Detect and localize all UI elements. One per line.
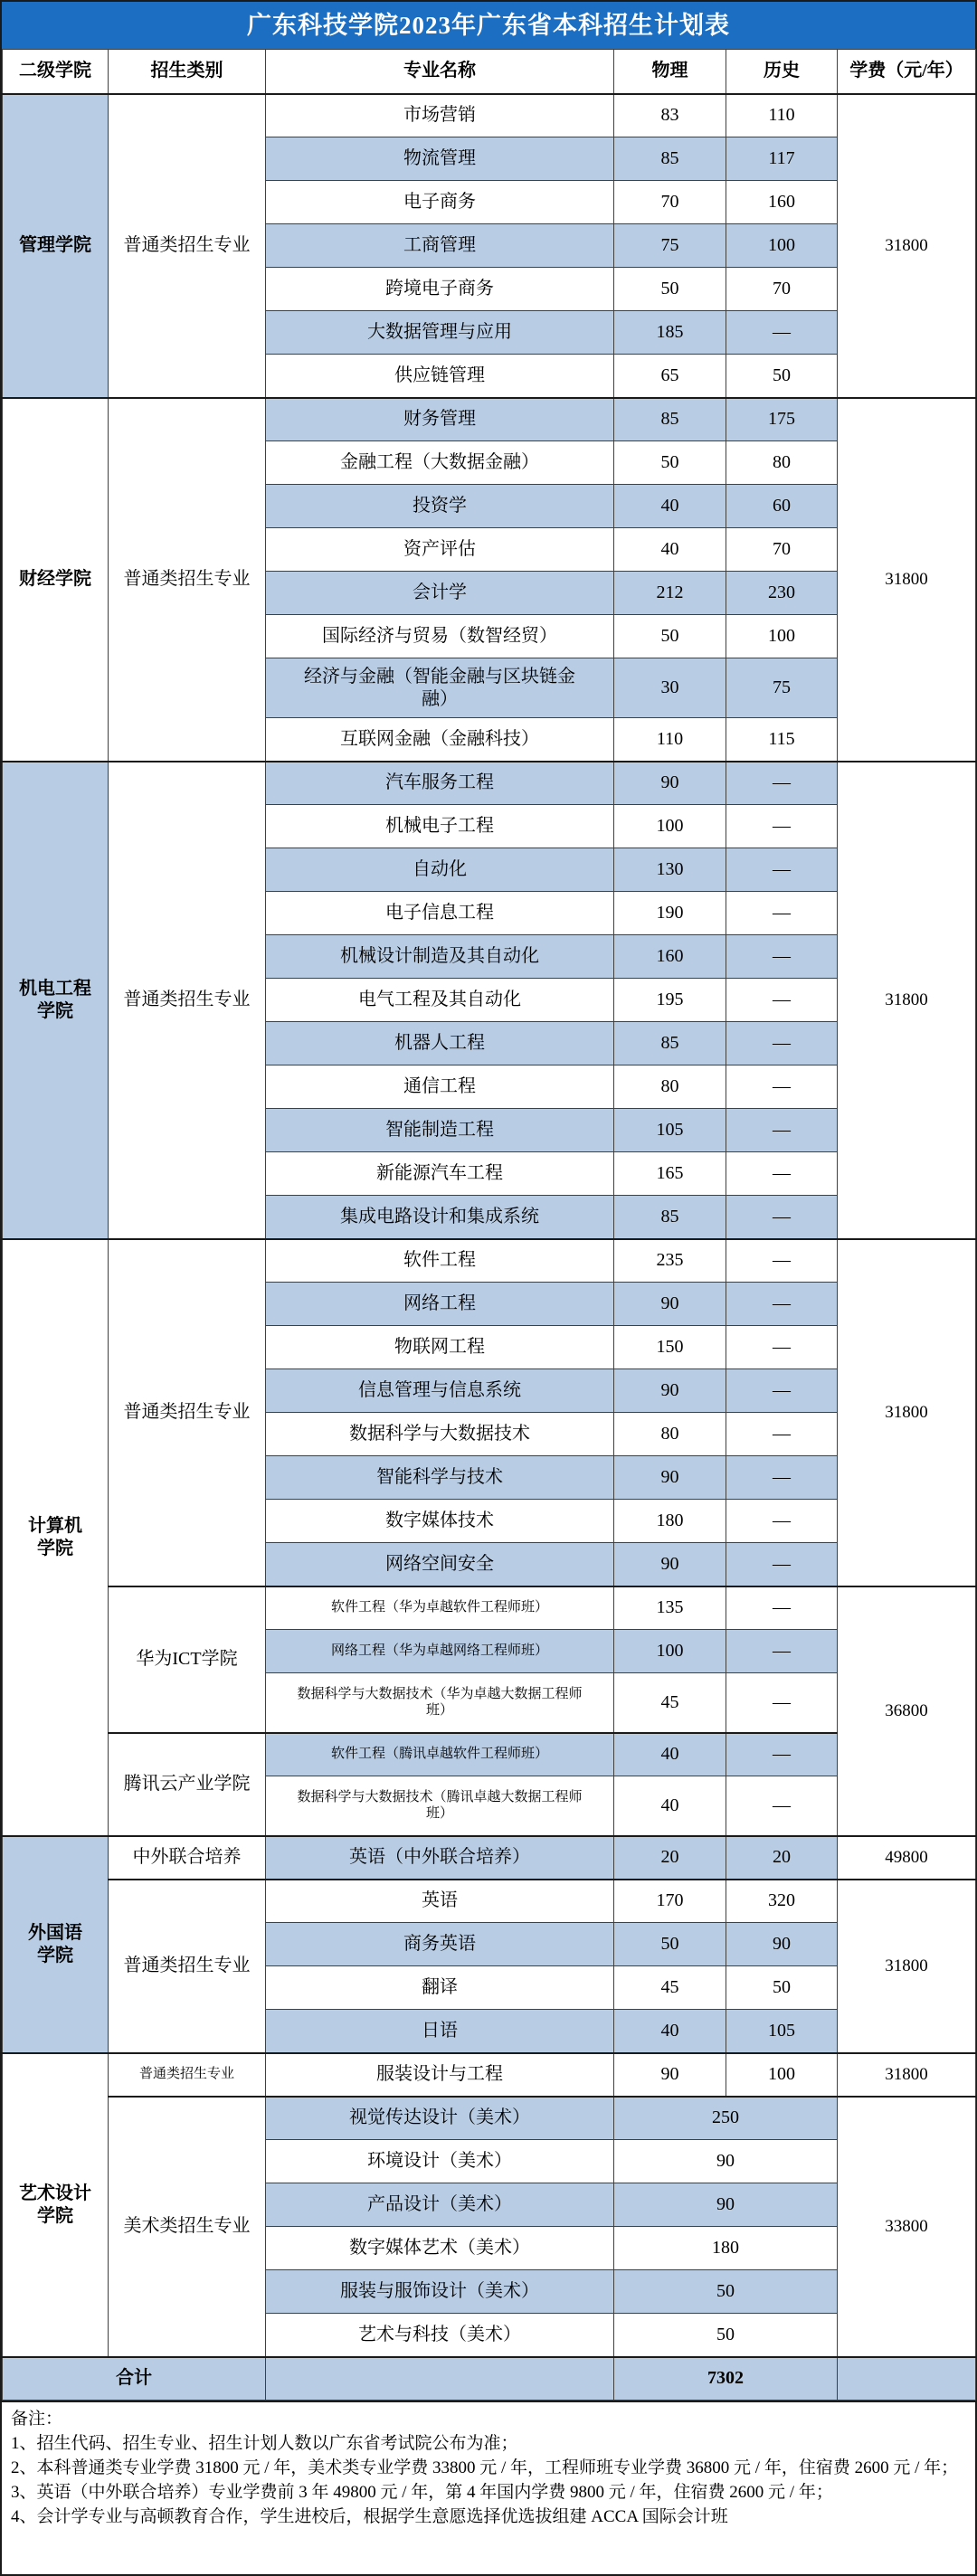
history-count-cell: — xyxy=(726,762,838,805)
major-row xyxy=(3,1239,976,1283)
category-cell: 普通类招生专业 xyxy=(109,1239,266,1586)
major-name-cell: 物流管理 xyxy=(266,137,614,181)
history-count-cell: 230 xyxy=(726,572,838,615)
history-count-cell: 60 xyxy=(726,485,838,528)
history-count-cell: 115 xyxy=(726,718,838,762)
physics-count-cell: 80 xyxy=(614,1413,726,1456)
plan-count-cell: 90 xyxy=(614,2140,838,2183)
history-count-cell: — xyxy=(726,1326,838,1369)
category-cell: 美术类招生专业 xyxy=(109,2097,266,2357)
major-name-cell: 金融工程（大数据金融） xyxy=(266,441,614,485)
physics-count-cell: 150 xyxy=(614,1326,726,1369)
physics-count-cell: 50 xyxy=(614,1923,726,1966)
history-count-cell: — xyxy=(726,1413,838,1456)
major-name-cell: 艺术与科技（美术） xyxy=(266,2314,614,2357)
major-name-cell: 英语（中外联合培养） xyxy=(266,1836,614,1880)
major-name-cell: 网络空间安全 xyxy=(266,1543,614,1586)
history-count-cell: — xyxy=(726,1152,838,1196)
major-name-cell: 数据科学与大数据技术（华为卓越大数据工程师 班） xyxy=(266,1673,614,1733)
major-row xyxy=(3,762,976,805)
plan-count-cell: 50 xyxy=(614,2314,838,2357)
major-name-cell: 投资学 xyxy=(266,485,614,528)
major-name-cell: 电子信息工程 xyxy=(266,892,614,935)
history-count-cell: 105 xyxy=(726,2010,838,2053)
category-cell: 普通类招生专业 xyxy=(109,398,266,762)
major-row xyxy=(3,2053,976,2097)
physics-count-cell: 160 xyxy=(614,935,726,979)
major-name-cell: 日语 xyxy=(266,2010,614,2053)
history-count-cell: 110 xyxy=(726,94,838,137)
major-name-cell: 数字媒体艺术（美术） xyxy=(266,2227,614,2270)
column-header: 专业名称 xyxy=(266,50,614,94)
physics-count-cell: 130 xyxy=(614,848,726,892)
history-count-cell: — xyxy=(726,1500,838,1543)
major-name-cell: 智能制造工程 xyxy=(266,1109,614,1152)
major-row xyxy=(3,1586,976,1630)
college-cell: 管理学院 xyxy=(3,94,109,398)
history-count-cell: 100 xyxy=(726,2053,838,2097)
major-name-cell: 国际经济与贸易（数智经贸） xyxy=(266,615,614,658)
tuition-cell: 31800 xyxy=(838,94,976,398)
physics-count-cell: 70 xyxy=(614,181,726,224)
physics-count-cell: 90 xyxy=(614,1283,726,1326)
table-header xyxy=(3,50,976,94)
physics-count-cell: 80 xyxy=(614,1065,726,1109)
column-header: 学费（元/年） xyxy=(838,50,976,94)
history-count-cell: — xyxy=(726,1065,838,1109)
physics-count-cell: 75 xyxy=(614,224,726,268)
history-count-cell: — xyxy=(726,892,838,935)
history-count-cell: 160 xyxy=(726,181,838,224)
history-count-cell: — xyxy=(726,848,838,892)
physics-count-cell: 85 xyxy=(614,398,726,441)
major-name-cell: 软件工程（华为卓越软件工程师班） xyxy=(266,1586,614,1630)
history-count-cell: 50 xyxy=(726,1966,838,2010)
note-item: 3、英语（中外联合培养）专业学费前 3 年 49800 元 / 年，第 4 年国内学费 9800 元 / 年，住宿费 2600 元 / 年； xyxy=(11,2483,833,2502)
table-body xyxy=(3,94,976,2401)
history-count-cell: — xyxy=(726,1543,838,1586)
major-name-cell: 自动化 xyxy=(266,848,614,892)
major-name-cell: 电子商务 xyxy=(266,181,614,224)
history-count-cell: — xyxy=(726,311,838,355)
major-name-cell: 环境设计（美术） xyxy=(266,2140,614,2183)
major-name-cell: 会计学 xyxy=(266,572,614,615)
tuition-cell: 31800 xyxy=(838,1239,976,1586)
major-row xyxy=(3,1836,976,1880)
history-count-cell: 20 xyxy=(726,1836,838,1880)
tuition-cell: 33800 xyxy=(838,2097,976,2357)
major-name-cell: 通信工程 xyxy=(266,1065,614,1109)
column-header: 历史 xyxy=(726,50,838,94)
admission-table xyxy=(2,49,976,2401)
physics-count-cell: 195 xyxy=(614,979,726,1022)
page-title: 广东科技学院2023年广东省本科招生计划表 xyxy=(2,2,975,49)
physics-count-cell: 190 xyxy=(614,892,726,935)
total-row xyxy=(3,2357,976,2401)
note-item: 4、会计学专业与高顿教育合作，学生进校后，根据学生意愿选择优选拔组建 ACCA 国际会计班 xyxy=(11,2507,728,2526)
physics-count-cell: 110 xyxy=(614,718,726,762)
tuition-cell: 31800 xyxy=(838,2053,976,2097)
history-count-cell: — xyxy=(726,1456,838,1500)
physics-count-cell: 170 xyxy=(614,1880,726,1923)
tuition-cell: 31800 xyxy=(838,1880,976,2053)
major-name-cell: 服装与服饰设计（美术） xyxy=(266,2270,614,2314)
history-count-cell: — xyxy=(726,979,838,1022)
physics-count-cell: 40 xyxy=(614,528,726,572)
college-cell: 计算机 学院 xyxy=(3,1239,109,1836)
major-name-cell: 市场营销 xyxy=(266,94,614,137)
major-name-cell: 机器人工程 xyxy=(266,1022,614,1065)
plan-count-cell: 250 xyxy=(614,2097,838,2140)
physics-count-cell: 90 xyxy=(614,2053,726,2097)
history-count-cell: 90 xyxy=(726,1923,838,1966)
major-name-cell: 软件工程（腾讯卓越软件工程师班） xyxy=(266,1733,614,1776)
major-name-cell: 互联网金融（金融科技） xyxy=(266,718,614,762)
physics-count-cell: 20 xyxy=(614,1836,726,1880)
history-count-cell: — xyxy=(726,1586,838,1630)
physics-count-cell: 100 xyxy=(614,805,726,848)
major-name-cell: 数据科学与大数据技术 xyxy=(266,1413,614,1456)
history-count-cell: — xyxy=(726,1239,838,1283)
major-name-cell: 汽车服务工程 xyxy=(266,762,614,805)
major-name-cell: 数据科学与大数据技术（腾讯卓越大数据工程师 班） xyxy=(266,1776,614,1836)
history-count-cell: — xyxy=(726,1630,838,1673)
physics-count-cell: 185 xyxy=(614,311,726,355)
physics-count-cell: 85 xyxy=(614,1196,726,1239)
history-count-cell: — xyxy=(726,1776,838,1836)
total-label-cell: 合计 xyxy=(3,2357,266,2401)
column-header: 物理 xyxy=(614,50,726,94)
physics-count-cell: 180 xyxy=(614,1500,726,1543)
history-count-cell: — xyxy=(726,1283,838,1326)
plan-count-cell: 180 xyxy=(614,2227,838,2270)
major-name-cell: 财务管理 xyxy=(266,398,614,441)
major-name-cell: 翻译 xyxy=(266,1966,614,2010)
major-name-cell: 工商管理 xyxy=(266,224,614,268)
tuition-cell: 31800 xyxy=(838,398,976,762)
tuition-cell: 49800 xyxy=(838,1836,976,1880)
history-count-cell: 75 xyxy=(726,658,838,718)
major-name-cell: 供应链管理 xyxy=(266,355,614,398)
category-cell: 腾讯云产业学院 xyxy=(109,1733,266,1836)
physics-count-cell: 90 xyxy=(614,1456,726,1500)
history-count-cell: 70 xyxy=(726,528,838,572)
category-cell: 中外联合培养 xyxy=(109,1836,266,1880)
notes-title: 备注： xyxy=(11,2410,63,2429)
category-cell: 普通类招生专业 xyxy=(109,2053,266,2097)
physics-count-cell: 85 xyxy=(614,1022,726,1065)
physics-count-cell: 40 xyxy=(614,485,726,528)
physics-count-cell: 83 xyxy=(614,94,726,137)
major-name-cell: 软件工程 xyxy=(266,1239,614,1283)
physics-count-cell: 30 xyxy=(614,658,726,718)
category-cell: 普通类招生专业 xyxy=(109,762,266,1239)
physics-count-cell: 90 xyxy=(614,1543,726,1586)
category-cell: 普通类招生专业 xyxy=(109,94,266,398)
history-count-cell: — xyxy=(726,1196,838,1239)
physics-count-cell: 50 xyxy=(614,615,726,658)
history-count-cell: — xyxy=(726,1022,838,1065)
major-row xyxy=(3,94,976,137)
major-name-cell: 集成电路设计和集成系统 xyxy=(266,1196,614,1239)
note-item: 1、招生代码、招生专业、招生计划人数以广东省考试院公布为准； xyxy=(11,2434,518,2453)
history-count-cell: 320 xyxy=(726,1880,838,1923)
major-name-cell: 智能科学与技术 xyxy=(266,1456,614,1500)
major-name-cell: 信息管理与信息系统 xyxy=(266,1369,614,1413)
physics-count-cell: 45 xyxy=(614,1673,726,1733)
major-name-cell: 数字媒体技术 xyxy=(266,1500,614,1543)
history-count-cell: 50 xyxy=(726,355,838,398)
history-count-cell: — xyxy=(726,805,838,848)
physics-count-cell: 100 xyxy=(614,1630,726,1673)
category-cell: 普通类招生专业 xyxy=(109,1880,266,2053)
major-name-cell: 视觉传达设计（美术） xyxy=(266,2097,614,2140)
history-count-cell: — xyxy=(726,1673,838,1733)
college-cell: 艺术设计 学院 xyxy=(3,2053,109,2357)
major-name-cell: 网络工程 xyxy=(266,1283,614,1326)
physics-count-cell: 90 xyxy=(614,1369,726,1413)
physics-count-cell: 212 xyxy=(614,572,726,615)
notes-section xyxy=(2,2401,975,2574)
college-cell: 外国语 学院 xyxy=(3,1836,109,2053)
note-item: 2、本科普通类专业学费 31800 元 / 年，美术类专业学费 33800 元 / 年，工程师班专业学费 36800 元 / 年，住宿费 2600 元 / 年； xyxy=(11,2458,959,2477)
history-count-cell: 80 xyxy=(726,441,838,485)
major-name-cell: 机械设计制造及其自动化 xyxy=(266,935,614,979)
physics-count-cell: 85 xyxy=(614,137,726,181)
history-count-cell: 175 xyxy=(726,398,838,441)
major-name-cell: 物联网工程 xyxy=(266,1326,614,1369)
physics-count-cell: 40 xyxy=(614,2010,726,2053)
plan-count-cell: 90 xyxy=(614,2183,838,2227)
history-count-cell: 117 xyxy=(726,137,838,181)
physics-count-cell: 105 xyxy=(614,1109,726,1152)
major-row xyxy=(3,2097,976,2140)
physics-count-cell: 50 xyxy=(614,441,726,485)
history-count-cell: — xyxy=(726,1733,838,1776)
major-name-cell: 跨境电子商务 xyxy=(266,268,614,311)
major-row xyxy=(3,1733,976,1776)
physics-count-cell: 40 xyxy=(614,1776,726,1836)
history-count-cell: 100 xyxy=(726,615,838,658)
major-name-cell: 产品设计（美术） xyxy=(266,2183,614,2227)
major-row xyxy=(3,1880,976,1923)
major-name-cell: 英语 xyxy=(266,1880,614,1923)
column-header: 二级学院 xyxy=(3,50,109,94)
major-name-cell: 网络工程（华为卓越网络工程师班） xyxy=(266,1630,614,1673)
major-row xyxy=(3,398,976,441)
physics-count-cell: 40 xyxy=(614,1733,726,1776)
major-name-cell: 经济与金融（智能金融与区块链金 融） xyxy=(266,658,614,718)
college-cell: 机电工程 学院 xyxy=(3,762,109,1239)
total-value-cell: 7302 xyxy=(614,2357,838,2401)
physics-count-cell: 90 xyxy=(614,762,726,805)
physics-count-cell: 165 xyxy=(614,1152,726,1196)
major-name-cell: 电气工程及其自动化 xyxy=(266,979,614,1022)
physics-count-cell: 135 xyxy=(614,1586,726,1630)
physics-count-cell: 45 xyxy=(614,1966,726,2010)
physics-count-cell: 50 xyxy=(614,268,726,311)
history-count-cell: 100 xyxy=(726,224,838,268)
major-name-cell: 服装设计与工程 xyxy=(266,2053,614,2097)
major-name-cell: 新能源汽车工程 xyxy=(266,1152,614,1196)
physics-count-cell: 65 xyxy=(614,355,726,398)
tuition-cell: 36800 xyxy=(838,1586,976,1836)
major-name-cell: 资产评估 xyxy=(266,528,614,572)
history-count-cell: — xyxy=(726,935,838,979)
history-count-cell: — xyxy=(726,1369,838,1413)
category-cell: 华为ICT学院 xyxy=(109,1586,266,1733)
history-count-cell: — xyxy=(726,1109,838,1152)
history-count-cell: 70 xyxy=(726,268,838,311)
physics-count-cell: 235 xyxy=(614,1239,726,1283)
major-name-cell: 大数据管理与应用 xyxy=(266,311,614,355)
total-spacer-cell xyxy=(266,2357,614,2401)
header-row xyxy=(3,50,976,94)
total-fee-cell xyxy=(838,2357,976,2401)
column-header: 招生类别 xyxy=(109,50,266,94)
major-name-cell: 商务英语 xyxy=(266,1923,614,1966)
plan-count-cell: 50 xyxy=(614,2270,838,2314)
college-cell: 财经学院 xyxy=(3,398,109,762)
tuition-cell: 31800 xyxy=(838,762,976,1239)
major-name-cell: 机械电子工程 xyxy=(266,805,614,848)
